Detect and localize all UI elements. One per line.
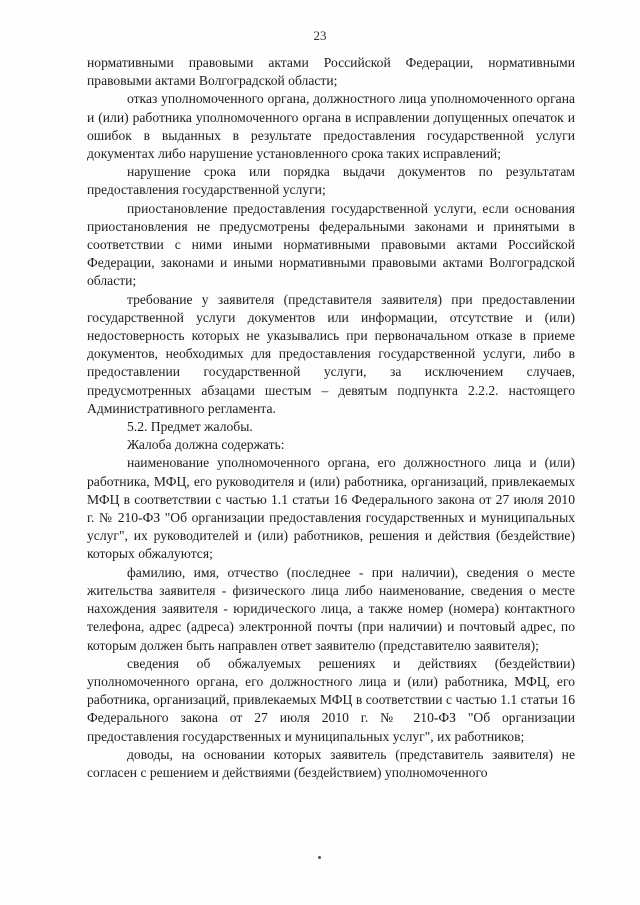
paragraph-p11: доводы, на основании которых заявитель (представитель заявителя) не согласен с решением и действиями (бездействием) уполномоченного — [87, 746, 575, 780]
page-number: 23 — [313, 28, 327, 43]
paragraph-p5: требование у заявителя (представителя заявителя) при предоставлении государственной услуги документов или информации, отсутствие и (или) недостоверность которых не указывались при первоначальном отказе в приеме документов, необходимых для предоставления государственной услуги, либо в предоставлении государственной услуги, за исключением случаев, предусмотренных абзацами шестым – девятым подпункта 2.2.2. настоящего Административного регламента. — [87, 291, 575, 416]
paragraph-p4: приостановление предоставления государственной услуги, если основания приостановления не предусмотрены федеральными законами и принятыми в соответствии с ними иными нормативными правовыми актами Российской Федерации, законами и иными нормативными правовыми актами Волгоградской области; — [87, 200, 575, 289]
paragraph-p6: 5.2. Предмет жалобы. — [127, 419, 253, 435]
paragraph-p10: сведения об обжалуемых решениях и действиях (бездействии) уполномоченного органа, его должностного лица и (или) работника, МФЦ, его работника, организаций, привлекаемых МФЦ в соответствии с частью 1.1 статьи 16 Федерального закона от 27 июля 2010 г. № 210-ФЗ "Об организации предоставления государственных и муниципальных услуг", их работников; — [87, 655, 575, 744]
paragraph-p2: отказ уполномоченного органа, должностного лица уполномоченного органа и (или) работника уполномоченного органа в исправлении допущенных опечаток и ошибок в выданных в результате предоставления государственной услуги документах либо нарушение установленного срока таких исправлений; — [87, 91, 575, 162]
paragraph-p7: Жалоба должна содержать: — [127, 437, 285, 453]
paragraph-p8: наименование уполномоченного органа, его должностного лица и (или) работника, МФЦ, его руководителя и (или) работника, организаций, привлекаемых МФЦ в соответствии с частью 1.1 статьи 16 Федерального закона от 27 июля 2010 г. № 210-ФЗ "Об организации предоставления государственных и муниципальных услуг", их руководителей и (или) работников, решения и действия (бездействие) которых обжалуются; — [87, 455, 575, 562]
page-mark — [318, 856, 321, 859]
paragraph-p1: нормативными правовыми актами Российской Федерации, нормативными правовыми актами Волгоградской области; — [87, 55, 575, 89]
paragraph-p9: фамилию, имя, отчество (последнее - при наличии), сведения о месте жительства заявителя - физического лица либо наименование, сведения о месте нахождения заявителя - юридического лица, а также номер (номера) контактного телефона, адрес (адреса) электронной почты (при наличии) и почтовый адрес, по которым должен быть направлен ответ заявителю (представителю заявителя); — [87, 564, 575, 653]
document-body — [87, 54, 575, 782]
paragraph-p3: нарушение срока или порядка выдачи документов по результатам предоставления государственной услуги; — [87, 164, 575, 198]
